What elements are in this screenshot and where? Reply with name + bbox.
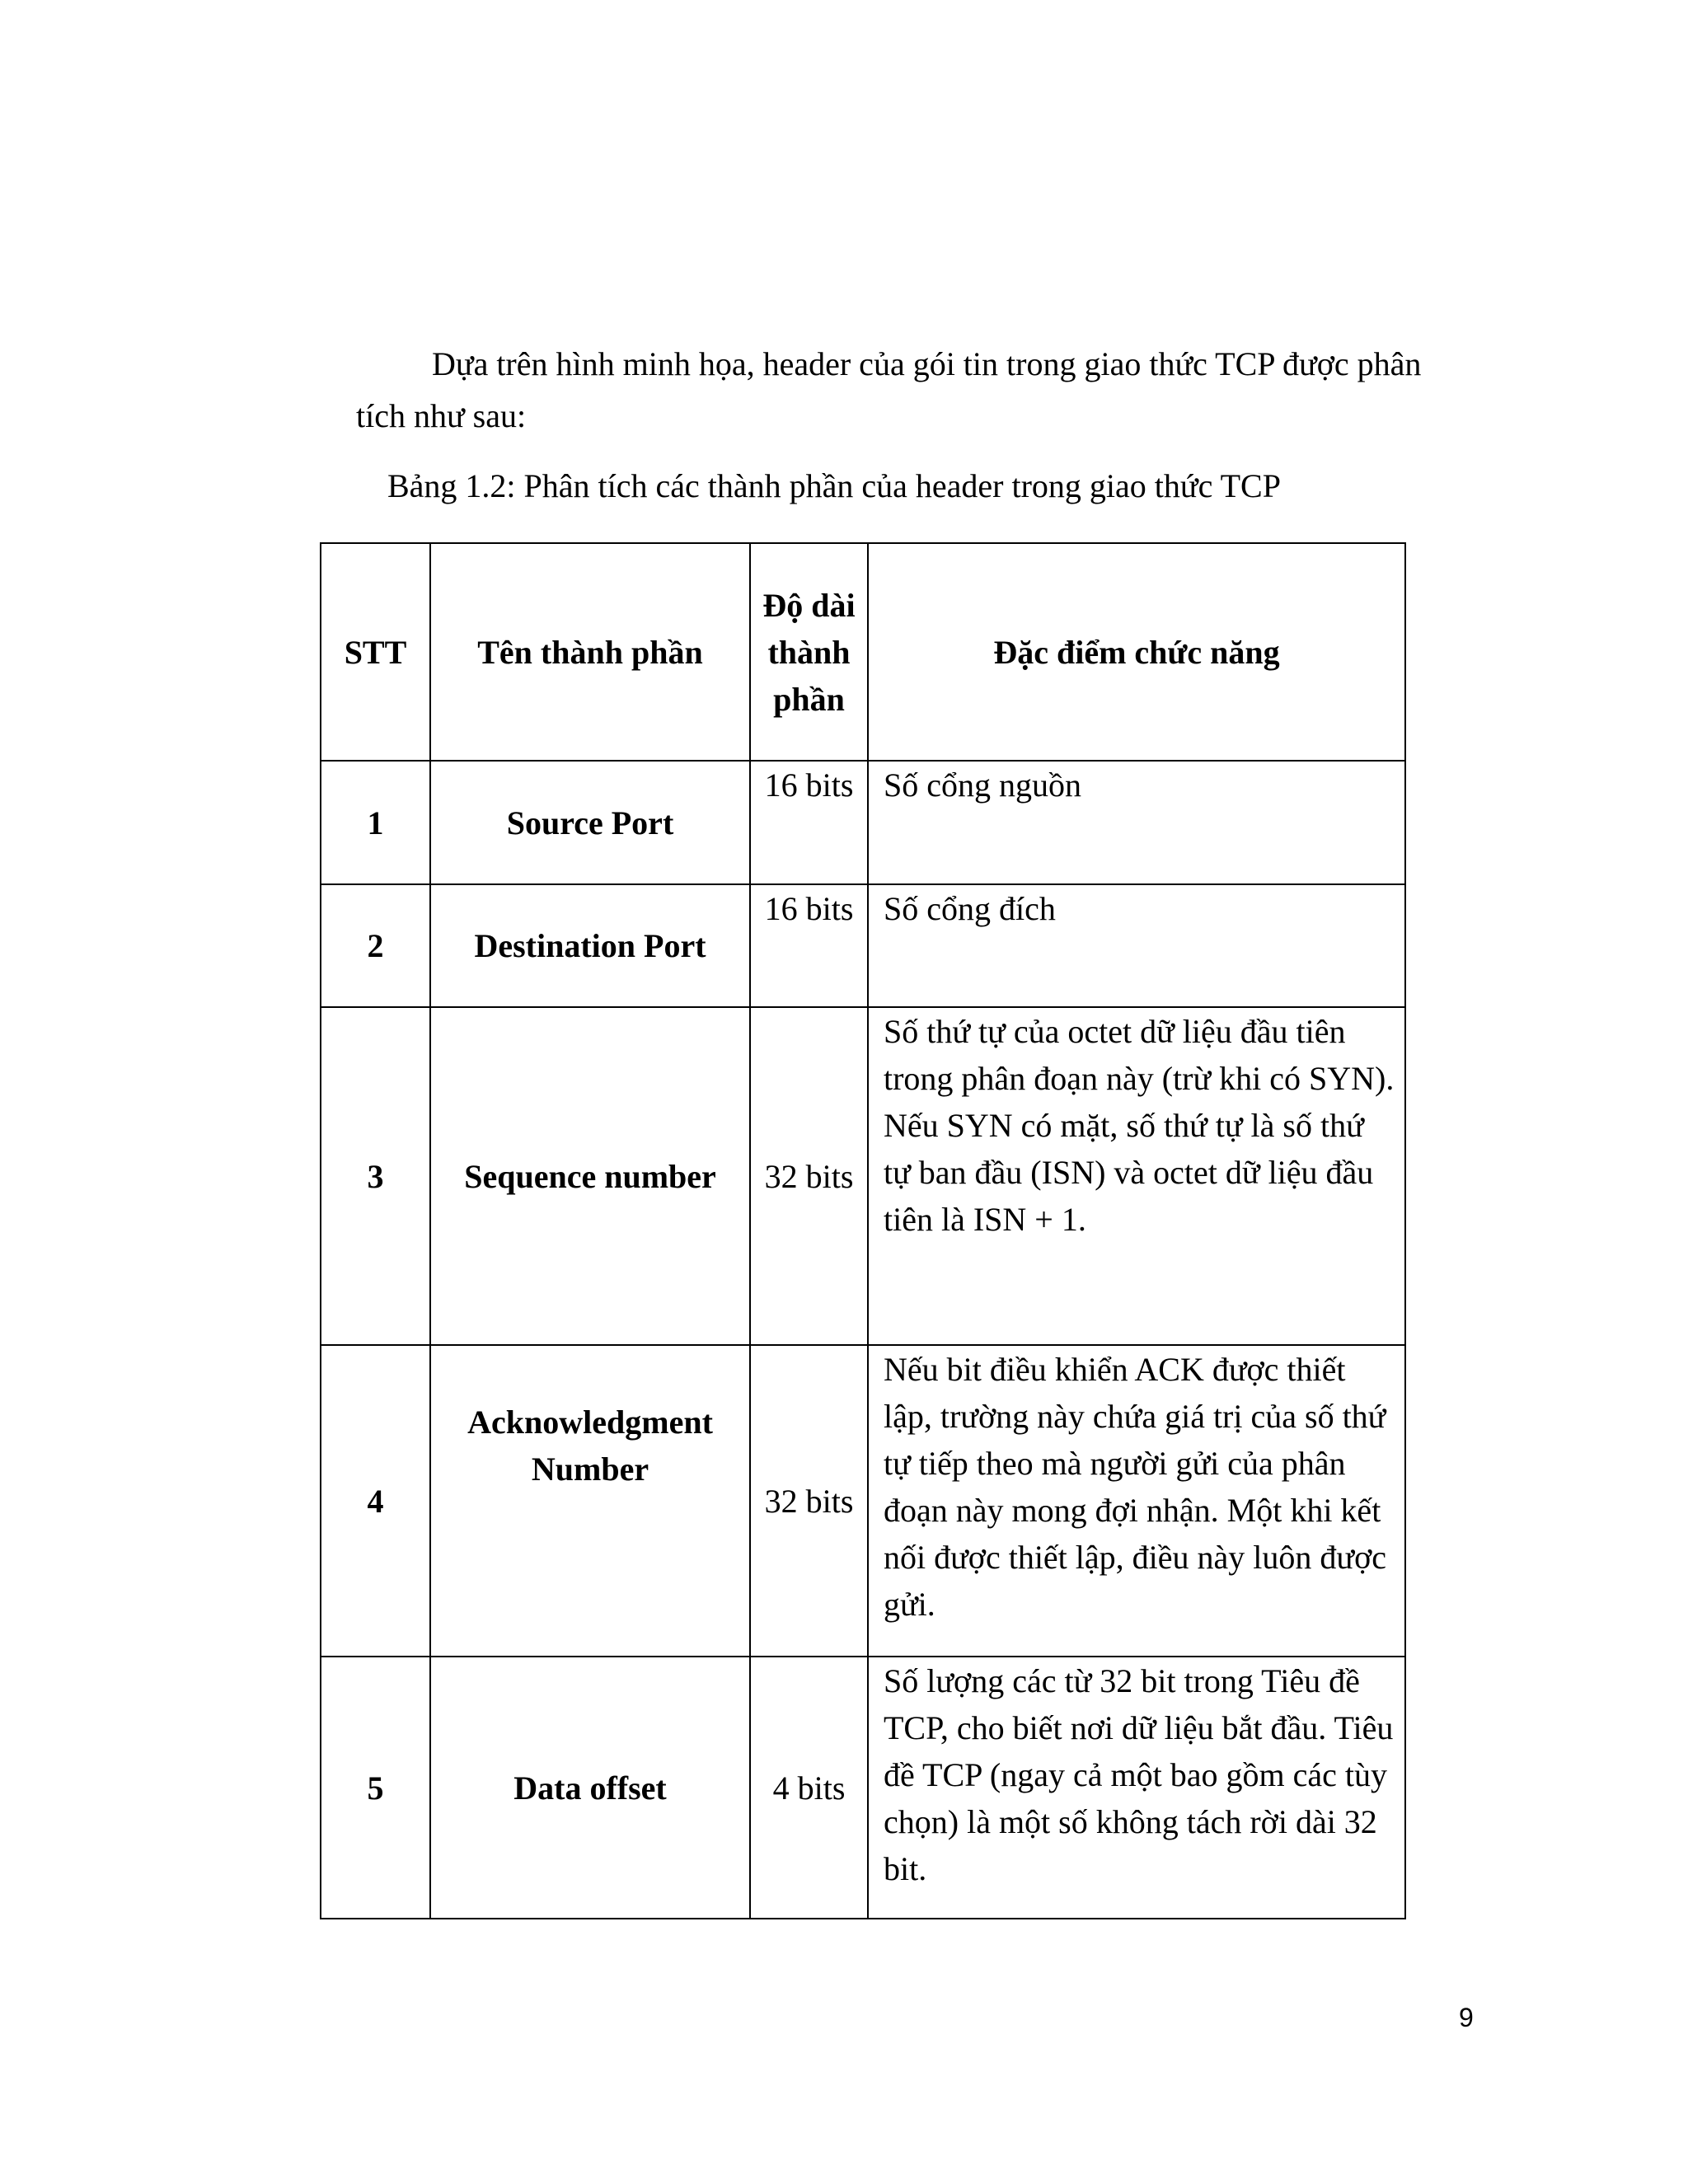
tcp-header-table [320,542,1406,1919]
row-stt: 3 [321,1007,430,1345]
row-stt: 1 [321,761,430,884]
header-name: Tên thành phần [430,543,750,761]
row-length: 32 bits [750,1345,868,1657]
table-caption: Bảng 1.2: Phân tích các thành phần của header trong giao thức TCP [387,467,1281,504]
table-row [321,1345,1405,1657]
row-length: 32 bits [750,1007,868,1345]
row-length: 4 bits [750,1657,868,1919]
table-row [321,761,1405,884]
header-description: Đặc điểm chức năng [868,543,1405,761]
row-description: Số cổng đích [868,884,1405,1007]
row-name: Sequence number [430,1007,750,1345]
row-stt: 2 [321,884,430,1007]
table-row [321,1657,1405,1919]
row-stt: 4 [321,1345,430,1657]
row-length: 16 bits [750,884,868,1007]
header-stt: STT [321,543,430,761]
row-name: Destination Port [430,884,750,1007]
row-name: Acknowledgment Number [430,1345,750,1657]
row-name: Data offset [430,1657,750,1919]
intro-paragraph [356,338,1436,442]
table-row [321,884,1405,1007]
intro-text: Dựa trên hình minh họa, header của gói tin trong giao thức TCP được phân tích như sau: [356,345,1422,434]
header-length: Độ dài thành phần [750,543,868,761]
table-header-row [321,543,1405,761]
row-description: Nếu bit điều khiển ACK được thiết lập, trường này chứa giá trị của số thứ tự tiếp theo mà người gửi của phân đoạn này mong đợi nhận. Một khi kết nối được thiết lập, điều này luôn được gửi. [868,1345,1405,1657]
page-number: 9 [1459,2003,1474,2032]
row-description: Số cổng nguồn [868,761,1405,884]
row-length: 16 bits [750,761,868,884]
table-row [321,1007,1405,1345]
row-description: Số thứ tự của octet dữ liệu đầu tiên trong phân đoạn này (trừ khi có SYN). Nếu SYN có mặt, số thứ tự là số thứ tự ban đầu (ISN) và octet dữ liệu đầu tiên là ISN + 1. [868,1007,1405,1345]
row-name: Source Port [430,761,750,884]
row-description: Số lượng các từ 32 bit trong Tiêu đề TCP, cho biết nơi dữ liệu bắt đầu. Tiêu đề TCP (ngay cả một bao gồm các tùy chọn) là một số không tách rời dài 32 bit. [868,1657,1405,1919]
row-stt: 5 [321,1657,430,1919]
